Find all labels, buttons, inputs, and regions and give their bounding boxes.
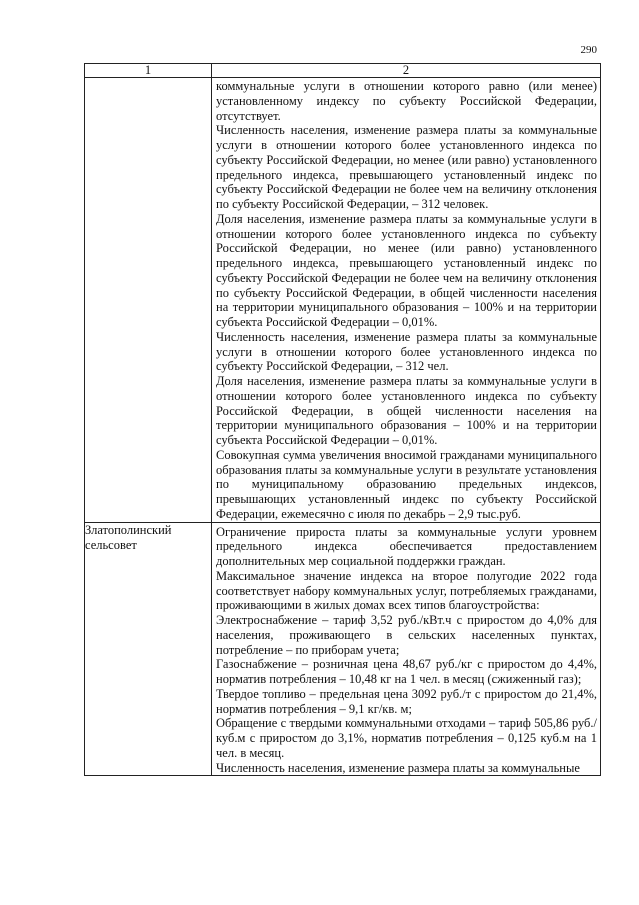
column-header-1: 1 xyxy=(85,64,212,78)
table-row xyxy=(85,522,601,776)
table-row xyxy=(85,78,601,523)
paragraph: Доля населения, изменение размера платы за коммунальные услуги в отношении которого более установленного индекса по субъекту Российской Федерации, в общей численности населения на территории муниципального образования – 100% и на территории субъекта Российской Федерации – 0,01%. xyxy=(216,374,597,447)
paragraph: Ограничение прироста платы за коммунальные услуги уровнем предельного индекса обеспечивается предоставлением дополнительных мер социальной поддержки граждан. xyxy=(216,524,597,568)
paragraph: Численность населения, изменение размера платы за коммунальные услуги в отношении которого более установленного индекса по субъекту Российской Федерации, – 312 чел. xyxy=(216,329,597,374)
paragraph: коммунальные услуги в отношении которого равно (или менее) установленному индексу по субъекту Российской Федерации, отсутствует. xyxy=(216,79,597,123)
page-number: 290 xyxy=(580,44,597,56)
document-table xyxy=(84,63,601,776)
paragraph: Максимальное значение индекса на второе полугодие 2022 года соответствует набору коммунальных услуг, потребляемых гражданами, проживающими в жилых домах всех типов благоустройства: xyxy=(216,568,597,613)
paragraph: Твердое топливо – предельная цена 3092 руб./т с приростом до 21,4%, норматив потребления – 9,1 кг/кв. м; xyxy=(216,686,597,716)
paragraph: Обращение с твердыми коммунальными отходами – тариф 505,86 руб./куб.м с приростом до 3,1%, норматив потребления – 0,125 куб.м на 1 чел. в месяц. xyxy=(216,716,597,760)
paragraph: Электроснабжение – тариф 3,52 руб./кВт.ч с приростом до 4,0% для населения, проживающего в сельских населенных пунктах, потребление – по приборам учета; xyxy=(216,613,597,657)
paragraph: Численность населения, изменение размера платы за коммунальные услуги в отношении которого более установленного индекса по субъекту Российской Федерации, но менее (или равно) установленного предельного индекса, превышающего установленный индекс по субъекту Российской Федерации не более чем на величину отклонения по субъекту Российской Федерации, – 312 человек. xyxy=(216,123,597,211)
paragraph: Доля населения, изменение размера платы за коммунальные услуги в отношении которого более установленного индекса по субъекту Российской Федерации, но менее (или равно) установленного предельного индекса, превышающего установленный индекс по субъекту Российской Федерации не более чем на величину отклонения по субъекту Российской Федерации, в общей численности населения на территории муниципального образования – 100% и на территории субъекта Российской Федерации – 0,01%. xyxy=(216,211,597,329)
row-content-cell xyxy=(212,522,601,776)
paragraph: Газоснабжение – розничная цена 48,67 руб./кг с приростом до 4,4%, норматив потребления – 10,48 кг на 1 чел. в месяц (сжиженный газ); xyxy=(216,657,597,686)
column-header-2: 2 xyxy=(212,64,601,78)
row-label-cell xyxy=(85,78,212,523)
paragraph: Численность населения, изменение размера платы за коммунальные xyxy=(216,760,580,775)
row-content-cell xyxy=(212,78,601,523)
row-label-cell: Златополинский сельсовет xyxy=(85,522,212,776)
table-header-row xyxy=(85,64,601,78)
paragraph: Совокупная сумма увеличения вносимой гражданами муниципального образования платы за коммунальные услуги в результате установления по муниципальному образованию предельных индексов, превышающих установленный индекс по субъекту Российской Федерации, ежемесячно с июля по декабрь – 2,9 тыс.руб. xyxy=(216,447,597,521)
